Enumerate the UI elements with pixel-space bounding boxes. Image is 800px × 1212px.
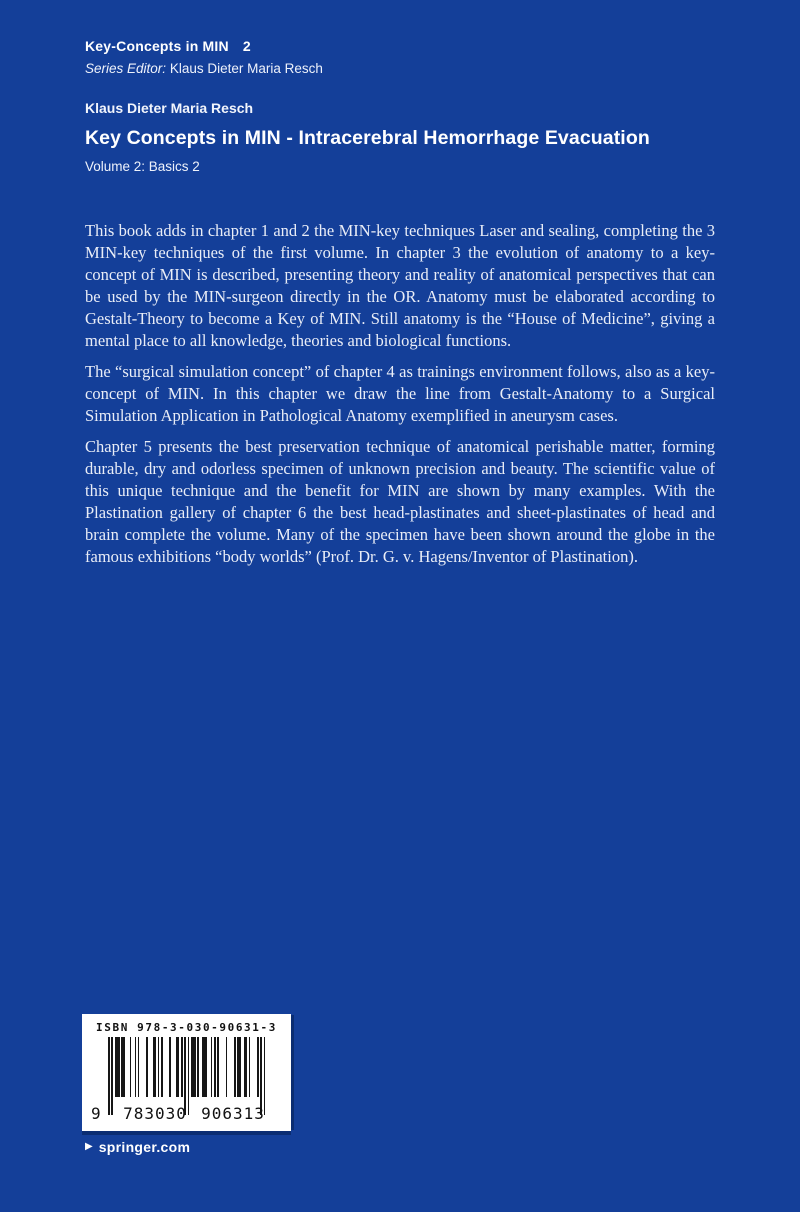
series-volume-number: 2 — [242, 38, 251, 54]
series-title: Key-Concepts in MIN — [85, 38, 229, 54]
book-title: Key Concepts in MIN - Intracerebral Hemorrhage Evacuation — [85, 127, 650, 149]
barcode-digit-first: 9 — [91, 1104, 102, 1123]
author-name: Klaus Dieter Maria Resch — [85, 100, 254, 116]
title-block — [85, 100, 750, 174]
series-editor-label: Series Editor: — [85, 61, 167, 76]
back-cover-description — [85, 220, 715, 577]
description-paragraph-2: The “surgical simulation concept” of chapter 4 as trainings environment follows, also as a key-concept of MIN. In this chapter we draw the line from Gestalt-Anatomy to a Surgical Simulation Application in Pathological Anatomy exemplified in aneurysm cases. — [85, 362, 715, 425]
isbn-barcode-box — [82, 1014, 291, 1131]
series-block — [85, 38, 740, 76]
series-editor-line — [85, 61, 740, 76]
barcode-digit-group2: 906313 — [201, 1104, 265, 1123]
arrow-right-icon: ▶ — [85, 1141, 93, 1152]
publisher-url: springer.com — [98, 1139, 191, 1155]
isbn-number-label: ISBN 978-3-030-90631-3 — [96, 1021, 277, 1034]
series-editor-name: Klaus Dieter Maria Resch — [169, 61, 323, 76]
description-paragraph-3: Chapter 5 presents the best preservation technique of anatomical perishable matter, forming durable, dry and odorless specimen of unknown precision and beauty. The scientific value of this unique technique and the benefit for MIN are shown by many examples. With the Plastination gallery of chapter 6 the best head-plastinates and sheet-plastinates of head and brain complete the volume. Many of the specimen have been shown around the globe in the famous exhibitions “body worlds” (Prof. Dr. G. v. Hagens/Inventor of Plastination). — [85, 437, 715, 566]
series-title-line — [85, 38, 740, 54]
description-paragraph-1: This book adds in chapter 1 and 2 the MIN-key techniques Laser and sealing, completing the 3 MIN-key techniques of the first volume. In chapter 3 the evolution of anatomy to a key-concept of MIN is described, presenting theory and reality of anatomical perspectives that can be used by the MIN-surgeon directly in the OR. Anatomy must be elaborated according to Gestalt-Theory to become a Key of MIN. Still anatomy is the “House of Medicine”, giving a mental place to all knowledge, theories and biological functions. — [85, 221, 715, 350]
book-subtitle: Volume 2: Basics 2 — [85, 159, 200, 174]
barcode-digit-group1: 783030 — [123, 1104, 187, 1123]
publisher-link[interactable] — [85, 1139, 190, 1155]
